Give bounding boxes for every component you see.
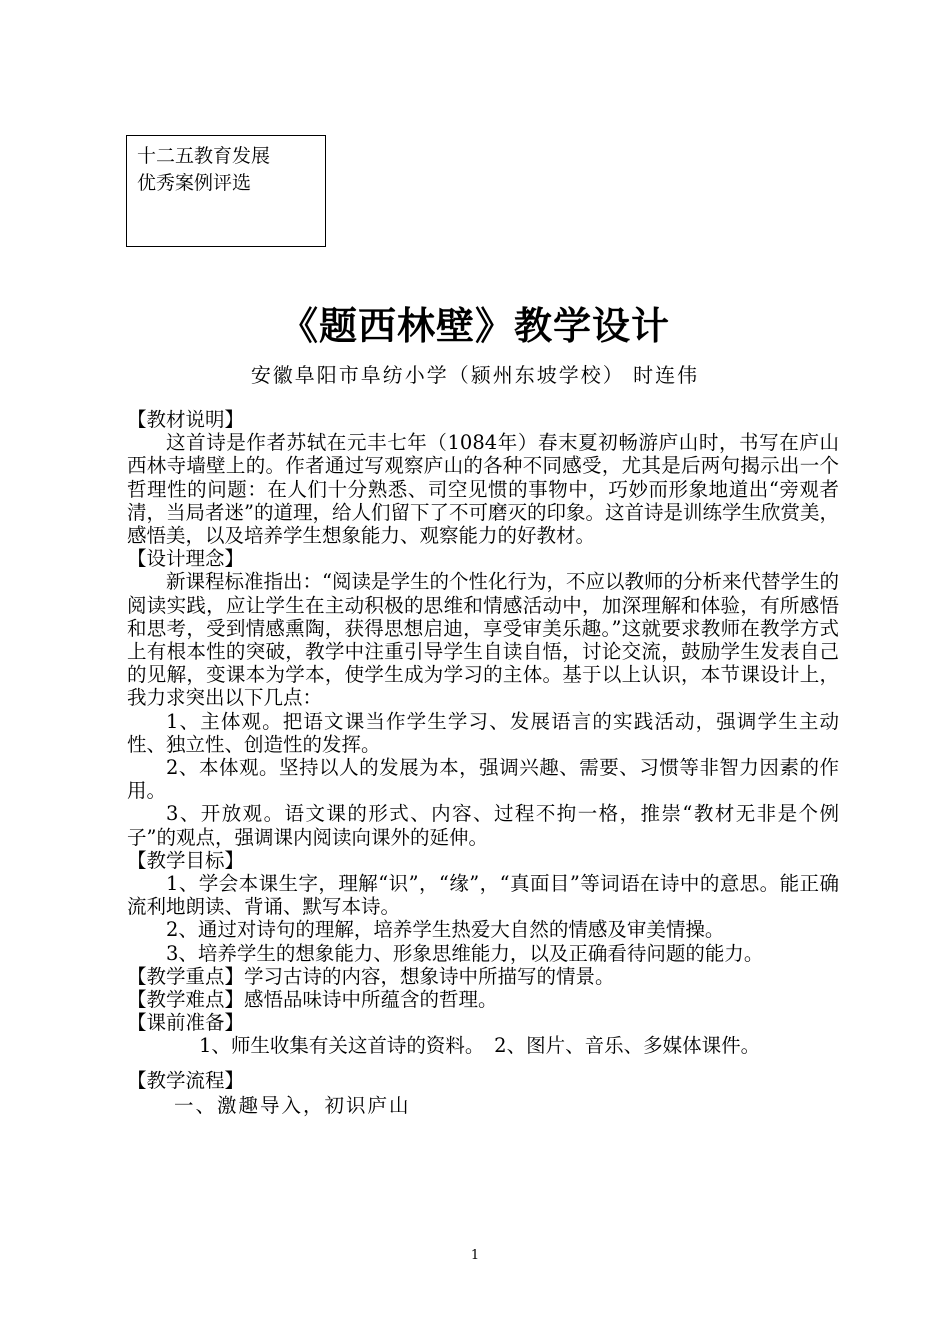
difficulty-text: 感悟品味诗中所蕴含的哲理。 — [244, 988, 498, 1012]
preparation-text: 1、师生收集有关这首诗的资料。 2、图片、音乐、多媒体课件。 — [199, 1034, 761, 1058]
author-line: 安徽阜阳市阜纺小学（颍州东坡学校） 时连伟 — [250, 363, 700, 387]
heading-key-point: 【教学重点】 — [127, 964, 245, 988]
heading-difficulty: 【教学难点】 — [127, 988, 245, 1012]
heading-process: 【教学流程】 — [127, 1068, 245, 1092]
goal-1: 1、学会本课生字，理解“识”，“缘”，“真面目”等词语在诗中的意思。能正确流利地朗读、背诵、默写本诗。 — [127, 872, 839, 919]
difficulty-line — [127, 988, 839, 1011]
process-step-1: 一、激趣导入，初识庐山 — [174, 1093, 411, 1117]
materials-paragraph: 这首诗是作者苏轼在元丰七年（1084年）春末夏初畅游庐山时，书写在庐山西林寺墙壁上的。作者通过写观察庐山的各种不同感受，尤其是后两句揭示出一个哲理性的问题：在人们十分熟悉、司空见惯的事物中，巧妙而形象地道出“旁观者清，当局者迷”的道理，给人们留下了不可磨灭的印象。这首诗是训练学生欣赏美，感悟美，以及培养学生想象能力、观察能力的好教材。 — [127, 431, 839, 548]
heading-preparation: 【课前准备】 — [127, 1011, 245, 1035]
page-number: 1 — [470, 1248, 480, 1263]
document-body — [127, 408, 839, 1117]
document-title: 《题西林壁》教学设计 — [279, 304, 670, 348]
box-line-2: 优秀案例评选 — [137, 172, 252, 194]
case-selection-box — [126, 135, 326, 247]
heading-materials: 【教材说明】 — [127, 408, 245, 431]
goal-2: 2、通过对诗句的理解，培养学生热爱大自然的情感及审美情操。 — [166, 918, 725, 942]
key-point-text: 学习古诗的内容，想象诗中所描写的情景。 — [244, 964, 615, 988]
concept-paragraph: 新课程标准指出：“阅读是学生的个性化行为，不应以教师的分析来代替学生的阅读实践，应让学生在主动积极的思维和情感活动中，加深理解和体验，有所感悟和思考，受到情感熏陶，获得思想启迪，享受审美乐趣。”这就要求教师在教学方式上有根本性的突破，教学中注重引导学生自读自悟，讨论交流，鼓励学生发表自己的见解，变课本为学本，使学生成为学习的主体。基于以上认识，本节课设计上，我力求突出以下几点： — [127, 570, 839, 710]
heading-goals: 【教学目标】 — [127, 848, 245, 872]
heading-concept: 【设计理念】 — [127, 547, 245, 571]
goal-3: 3、培养学生的想象能力、形象思维能力，以及正确看待问题的能力。 — [166, 941, 764, 965]
concept-point-2: 2、本体观。坚持以人的发展为本，强调兴趣、需要、习惯等非智力因素的作用。 — [127, 756, 839, 803]
concept-point-1: 1、主体观。把语文课当作学生学习、发展语言的实践活动，强调学生主动性、独立性、创造性的发挥。 — [127, 709, 839, 756]
key-point-line — [127, 965, 839, 988]
box-line-1: 十二五教育发展 — [137, 145, 271, 167]
concept-point-3: 3、开放观。语文课的形式、内容、过程不拘一格，推崇“教材无非是个例子”的观点，强调课内阅读向课外的延伸。 — [127, 802, 839, 849]
